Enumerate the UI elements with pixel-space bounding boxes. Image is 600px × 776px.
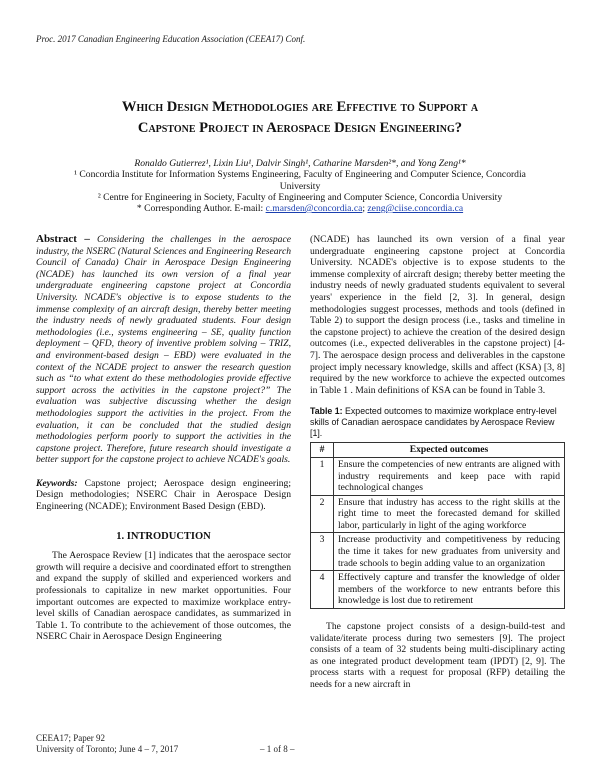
abstract-label: Abstract – <box>36 233 90 245</box>
abstract <box>36 234 291 466</box>
email-separator: ; <box>362 203 368 214</box>
affiliation-2: ² Centre for Engineering in Society, Faculty of Engineering and Computer Science, Concordia University <box>97 192 503 203</box>
intro-paragraph-1: The Aerospace Review [1] indicates that the aerospace sector growth will require a decisive and coordinated effort to strengthen and expand the supply of skilled and experienced workers and professionals to capitalize in new market opportunities. Four important outcomes are expected to maximize workplace entry-level skills of Canadian aerospace candidates, as summarized in Table 1. To contribute to the achievement of those outcomes, the NSERC Chair in Aerospace Design Engineering <box>36 550 291 643</box>
row-outcome: Effectively capture and transfer the knowledge of older members of the workforce to new entrants before this knowledge is lost due to retirement <box>334 571 565 609</box>
table-row <box>311 495 565 533</box>
title-line-2: Capstone Project in Aerospace Design Engineering? <box>137 120 463 136</box>
table-1-caption-label: Table 1: <box>310 406 343 417</box>
corresponding-label: * Corresponding Author. E-mail: <box>136 203 266 214</box>
keywords-text: Capstone project; Aerospace design engineering; Design methodologies; NSERC Chair in Aerospace Design Engineering (NCADE); Environment Based Design (EBD). <box>36 477 291 513</box>
row-outcome: Increase productivity and competitiveness by reducing the time it takes for new graduates from university and trade schools to begin adding value to an organization <box>334 533 565 571</box>
section-heading-introduction: 1. INTRODUCTION <box>116 530 211 542</box>
intro-paragraph-2: The capstone project consists of a design-build-test and validate/iterate process during two semesters [9]. The project consists of a team of 32 students being multi-disciplinary acting as one integrated product development team (IPDT) [2, 9]. The process starts with a request for proposal (RFP) detailing the needs for a new aircraft in <box>310 621 565 690</box>
row-num: 3 <box>311 533 334 571</box>
row-num: 4 <box>311 571 334 609</box>
row-num: 1 <box>311 457 334 495</box>
table-1-caption-text: Expected outcomes to maximize workplace entry-level skills of Canadian aerospace candidates by Aerospace Review [1]. <box>310 406 557 439</box>
footer-paper-id: CEEA17; Paper 92 <box>36 733 105 743</box>
footer-location-date: University of Toronto; June 4 – 7, 2017 <box>36 744 179 754</box>
intro-paragraph-1-continued: (NCADE) has launched its own version of a final year undergraduate engineering capstone project at Concordia University. NCADE's objective is to expose students to the immense complexity of aircraft design; thereby better meeting the industry needs of newly graduated students equivalent to several years' experience in the field [2, 3]. In general, design methodologies suggest processes, methods and tools (defined in Table 2) to support the design process (i.e., tasks and timeline in the capstone project) to achieve the creation of the desired design outcomes (i.e., expected deliverables in the capstone project) [4-7]. The aerospace design process and deliverables in the capstone project imply necessary knowledge, skills and affect (KSA) [3, 8] required by the new workforce to achieve the expected outcomes in Table 1 . Main definitions of KSA can be found in Table 3. <box>310 234 565 396</box>
abstract-text: Considering the challenges in the aerospace industry, the NSERC (Natural Sciences and Engineering Research Council of Canada) Chair in Aerospace Design Engineering (NCADE) has launched its own version of a final year undergraduate engineering capstone project at Concordia University. NCADE's objective is to expose students to the immense complexity of an aircraft design, thereby better meeting the industry needs of newly graduated students. Four design methodologies (i.e., systems engineering – SE, quality function deployment – QFD, theory of inventive problem solving – TRIZ, and environment-based design – EBD) were evaluated in the context of the NCADE project to answer the research question such as “to what extent do these methodologies provide effective support across the activities in the capstone project?” The evaluation was subjective discussing whether the design methodologies support the activities in the project. From the evaluation, it can be concluded that the studied design methodologies perform poorly to support the activities in the capstone project. Therefore, future research should investigate a better support for the capstone project to achieve NCADE's goals. <box>36 234 291 466</box>
table-row <box>311 533 565 571</box>
page-number: – 1 of 8 – <box>260 744 295 754</box>
col-header-outcome: Expected outcomes <box>334 443 565 458</box>
affiliation-1: ¹ Concordia Institute for Information Systems Engineering, Faculty of Engineering and Computer Science, Concordia University <box>74 169 526 192</box>
keywords-label: Keywords: <box>36 477 78 489</box>
email-link-marsden[interactable]: c.marsden@concordia.ca <box>265 203 363 214</box>
table-header-row <box>311 443 565 458</box>
left-column <box>36 234 291 643</box>
table-1 <box>310 442 565 609</box>
corresponding-author <box>60 203 540 215</box>
keywords <box>36 478 291 513</box>
col-header-num: # <box>311 443 334 458</box>
author-list: Ronaldo Gutierrez¹, Lixin Liu¹, Dalvir Singh¹, Catharine Marsden²*, and Yong Zeng¹* <box>134 158 466 169</box>
row-outcome: Ensure the competencies of new entrants are aligned with industry requirements and keep pace with rapid technological changes <box>334 457 565 495</box>
running-head: Proc. 2017 Canadian Engineering Education Association (CEEA17) Conf. <box>36 34 306 44</box>
table-row <box>311 571 565 609</box>
row-num: 2 <box>311 495 334 533</box>
email-link-zeng[interactable]: zeng@ciise.concordia.ca <box>367 203 464 214</box>
paper-title <box>40 97 560 139</box>
title-line-1: Which Design Methodologies are Effective to Support a <box>121 99 479 115</box>
row-outcome: Ensure that industry has access to the right skills at the right time to meet the forecasted demand for skilled labor, particularly in light of the aging workforce <box>334 495 565 533</box>
right-column <box>310 234 565 691</box>
footer-venue <box>36 733 178 755</box>
table-1-caption <box>310 406 565 439</box>
table-row <box>311 457 565 495</box>
